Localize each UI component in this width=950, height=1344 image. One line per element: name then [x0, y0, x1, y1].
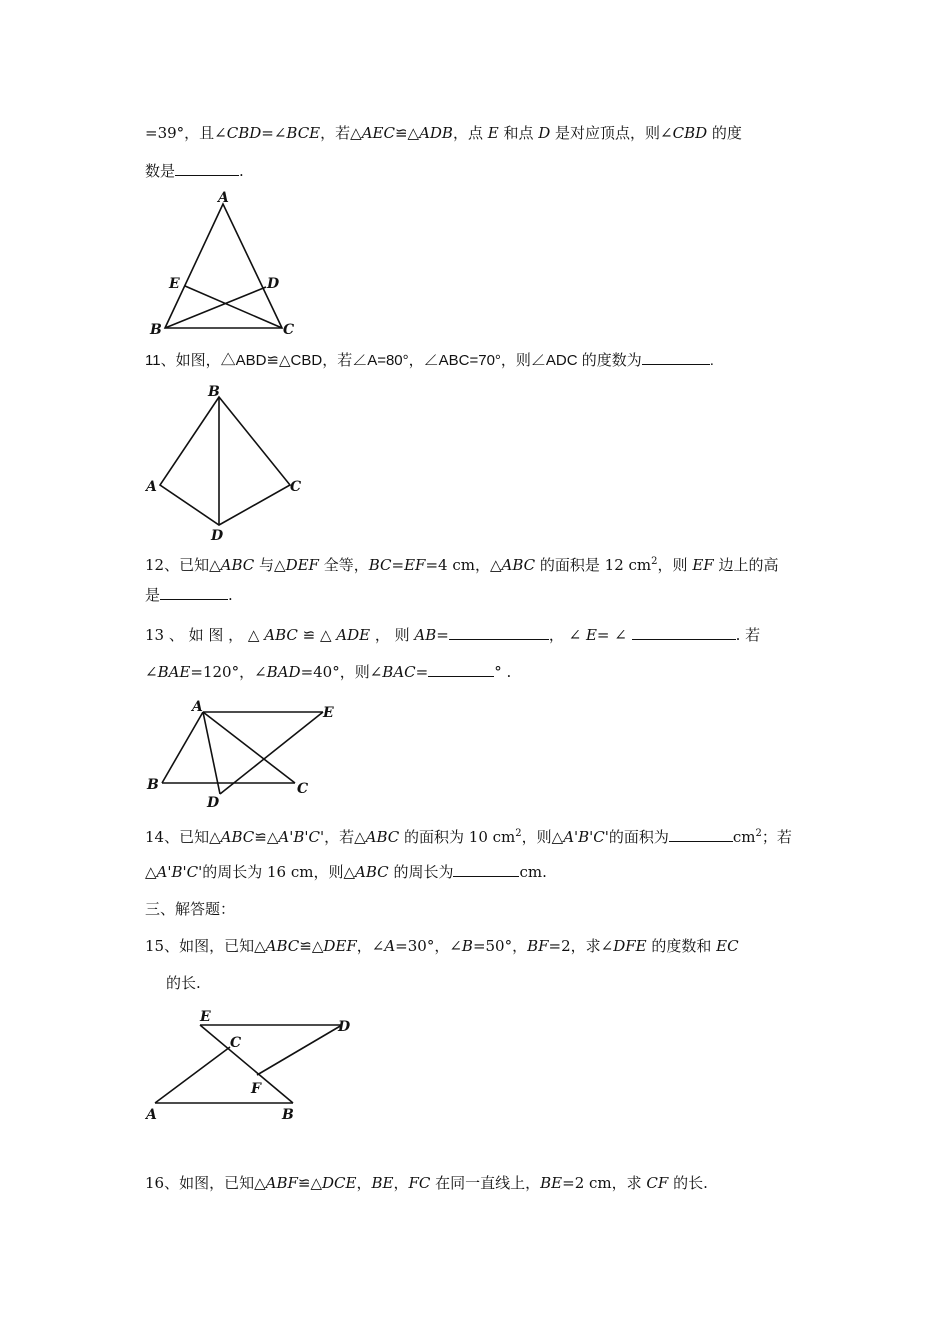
text: = ∠ [596, 626, 632, 644]
label-a: A [218, 190, 229, 206]
text: CBD [226, 124, 262, 142]
text: ， [356, 1174, 372, 1192]
text: A'B'C' [563, 828, 609, 846]
label-d: D [211, 528, 224, 544]
text: . [239, 162, 244, 180]
label-e: E [200, 1009, 211, 1025]
text: =4 cm，△ [425, 556, 502, 574]
text: =120°，∠ [190, 663, 267, 681]
text: =40°，则∠ [300, 663, 383, 681]
triangle-abc [165, 204, 282, 328]
text: ≌ △ [297, 626, 337, 644]
text: = [415, 663, 429, 681]
text: 的面积为 10 cm [399, 828, 516, 846]
text: 边上的高 [713, 556, 779, 574]
text: BCE [286, 124, 321, 142]
q11-line [145, 350, 810, 371]
text: 的面积为 [608, 828, 669, 846]
text: =50°， [472, 937, 528, 955]
label-e: E [323, 705, 334, 721]
text: A'B'C' [156, 863, 203, 881]
text: 12、已知△ [145, 556, 221, 574]
superscript: 2 [515, 828, 522, 839]
label-c: C [230, 1035, 242, 1051]
text: ∠ [145, 663, 158, 681]
segment-ad [203, 712, 220, 794]
text: 的度 [707, 124, 742, 142]
text: 在同一直线上， [430, 1174, 541, 1192]
q10-line-1 [145, 123, 810, 143]
text: 15、如图，已知△ [145, 937, 266, 955]
text: ，若△ [320, 124, 362, 142]
text: △ [145, 863, 157, 881]
text: ， 则 [370, 626, 415, 644]
text: cm [732, 828, 756, 846]
text: EC [716, 937, 739, 955]
text: 是 [145, 586, 161, 604]
text: AB [414, 626, 437, 644]
q13-figure [140, 695, 340, 810]
text: ，则 [657, 556, 693, 574]
quadrilateral-abcd [160, 397, 290, 525]
label-e: E [169, 276, 180, 292]
answer-blank-area[interactable] [669, 827, 733, 842]
answer-blank[interactable] [175, 161, 239, 176]
text: 的周长为 16 cm，则△ [202, 863, 356, 881]
text: cm. [519, 863, 547, 881]
text: ABC [264, 626, 298, 644]
text: EF [692, 556, 714, 574]
section-heading: 三、解答题： [145, 900, 236, 918]
label-d: D [338, 1019, 351, 1035]
text: BAC [382, 663, 416, 681]
text: ，点 [452, 124, 488, 142]
text: BF [527, 937, 549, 955]
segment-ac [203, 712, 295, 783]
text: ABC [265, 937, 300, 955]
text: ，∠ [356, 937, 385, 955]
answer-blank-perimeter[interactable] [453, 862, 519, 877]
label-a: A [146, 479, 157, 495]
q15-line-1 [145, 936, 810, 956]
q10-figure [140, 190, 310, 340]
segment-eb [200, 1025, 293, 1103]
q14-line-1 [145, 824, 810, 847]
text: 和点 [498, 124, 539, 142]
q10-line-2 [145, 161, 810, 181]
answer-blank[interactable] [160, 585, 228, 600]
text: ABC [501, 556, 536, 574]
text: = [436, 626, 449, 644]
label-a: A [192, 699, 203, 715]
text: . [709, 352, 714, 369]
text: BE [371, 1174, 394, 1192]
answer-blank[interactable] [642, 350, 710, 365]
q12-line-2 [145, 585, 810, 605]
text: DEF [323, 937, 357, 955]
superscript: 2 [755, 828, 762, 839]
segment-fd [257, 1025, 342, 1075]
q15-line-2: 的长. [166, 974, 201, 992]
text: E [487, 124, 499, 142]
text: 是对应顶点，则∠ [550, 124, 673, 142]
text: BE [540, 1174, 563, 1192]
text: ABC [220, 556, 255, 574]
text: =39°，且∠ [145, 124, 227, 142]
label-c: C [283, 322, 295, 338]
q12-line-1 [145, 552, 810, 575]
text: BAD [266, 663, 301, 681]
text: CF [646, 1174, 669, 1192]
text: AEC [361, 124, 395, 142]
text: =2 cm，求 [562, 1174, 647, 1192]
text: ≌△ [394, 124, 420, 142]
segment-ce [185, 286, 282, 328]
text: ADB [419, 124, 453, 142]
label-a: A [146, 1107, 157, 1123]
text: 数是 [145, 162, 176, 180]
q13-line-1 [145, 625, 810, 645]
segment-be [165, 287, 266, 328]
text: =∠ [261, 124, 287, 142]
q11-figure [140, 380, 320, 545]
q15-figure [140, 1005, 360, 1125]
label-b: B [150, 322, 162, 338]
label-b: B [147, 777, 159, 793]
text: . [228, 586, 233, 604]
text: DEF [285, 556, 319, 574]
label-f: F [251, 1081, 261, 1097]
text: ；若 [761, 828, 792, 846]
text: ≌△ [297, 1174, 322, 1192]
text: ≌△ [299, 937, 324, 955]
answer-blank-ab[interactable] [449, 625, 549, 640]
text: 与△ [254, 556, 286, 574]
text: . 若 [735, 626, 761, 644]
text: ABF [265, 1174, 298, 1192]
text: E [585, 626, 597, 644]
text: 的度数和 [646, 937, 717, 955]
q13-line-2 [145, 662, 810, 682]
text: 全等， [318, 556, 369, 574]
text: ，则△ [521, 828, 564, 846]
text: 的面积是 12 cm [535, 556, 652, 574]
segment-ab [162, 712, 203, 783]
text: B [461, 937, 473, 955]
text: 的长. [668, 1174, 708, 1192]
text: 的周长为 [388, 863, 454, 881]
text: ADE [336, 626, 371, 644]
label-d: D [267, 276, 280, 292]
text: 13 、 如 图 ， △ [145, 626, 265, 644]
text: 11、如图，△ABD≌△CBD，若∠A=80°，∠ABC=70°，则∠ADC 的度数为 [145, 352, 642, 369]
text: CBD [672, 124, 708, 142]
label-c: C [290, 479, 302, 495]
text: ° . [494, 663, 512, 681]
text: 14、已知△ [145, 828, 221, 846]
superscript: 2 [651, 556, 658, 567]
text: BC=EF [368, 556, 426, 574]
text: =2，求∠ [548, 937, 614, 955]
text: ， [393, 1174, 409, 1192]
text: A'B'C' [278, 828, 325, 846]
text: ABC [365, 828, 400, 846]
label-b: B [208, 384, 220, 400]
text: BAE [157, 663, 191, 681]
text: ABC [220, 828, 255, 846]
text: ，若△ [324, 828, 366, 846]
text: FC [408, 1174, 431, 1192]
text: ABC [355, 863, 389, 881]
text: 16、如图，已知△ [145, 1174, 266, 1192]
label-b: B [282, 1107, 294, 1123]
text: ≌△ [254, 828, 279, 846]
answer-blank-bac[interactable] [428, 662, 494, 677]
label-c: C [297, 781, 309, 797]
segment-ac [155, 1047, 230, 1103]
answer-blank-angle[interactable] [632, 625, 736, 640]
text: DFE [613, 937, 647, 955]
text: ， ∠ [548, 626, 586, 644]
text: =30°，∠ [395, 937, 462, 955]
text: D [538, 124, 551, 142]
text: DCE [322, 1174, 357, 1192]
label-d: D [207, 795, 220, 810]
text: A [384, 937, 396, 955]
q16-line [145, 1173, 810, 1193]
q14-line-2 [145, 862, 810, 882]
